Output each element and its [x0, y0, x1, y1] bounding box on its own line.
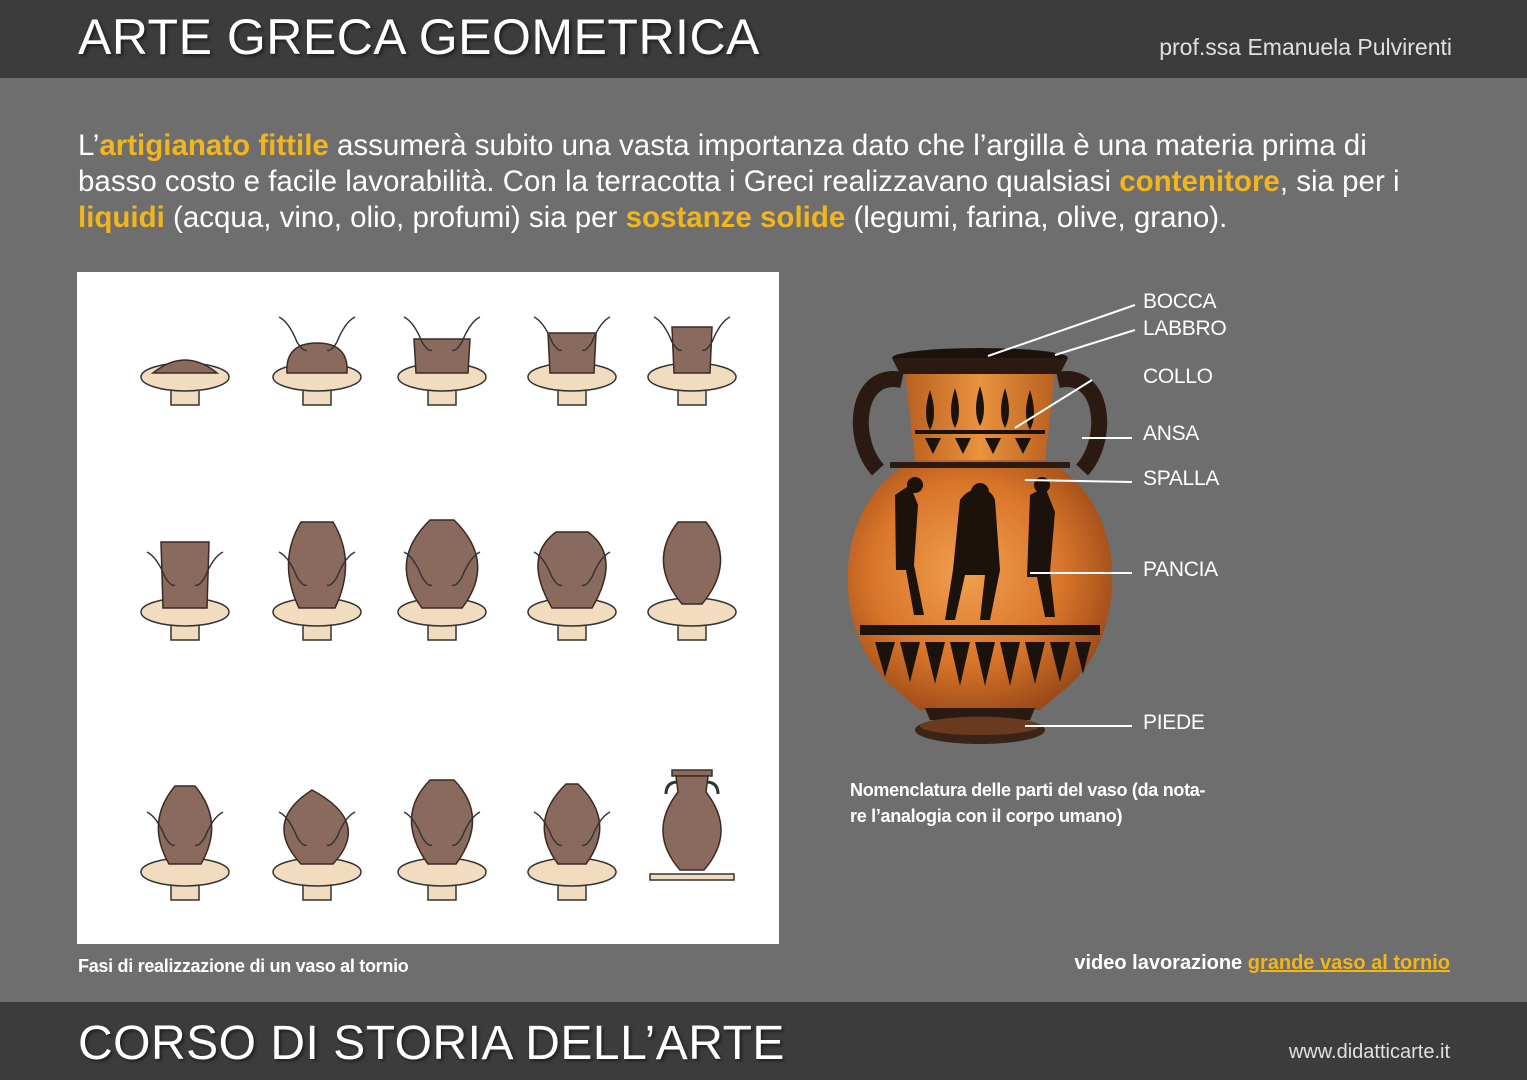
vase-figure [820, 280, 1270, 760]
intro-text-4: (acqua, vino, olio, profumi) sia per [164, 201, 626, 234]
step-1 [141, 360, 229, 405]
step-2 [273, 317, 361, 405]
steps-caption: Fasi di realizzazione di un vaso al tornio [78, 956, 409, 976]
step-6 [141, 542, 229, 640]
video-prefix: video lavorazione [1074, 952, 1248, 974]
right-handle-shape [1058, 379, 1099, 470]
label-bocca: BOCCA [1143, 290, 1217, 313]
step-3 [398, 317, 486, 405]
step-12 [273, 790, 361, 900]
header-bar [0, 0, 1527, 78]
label-ansa: ANSA [1143, 422, 1199, 445]
highlight-contenitore: contenitore [1119, 165, 1280, 198]
step-9 [528, 532, 616, 640]
intro-text-3: , sia per i [1279, 165, 1400, 198]
video-link[interactable]: grande vaso al tornio [1247, 952, 1450, 974]
step-15 [650, 770, 734, 880]
intro-text-1: L’ [78, 129, 100, 162]
label-piede: PIEDE [1143, 711, 1205, 734]
step-5 [648, 317, 736, 405]
amphora-illustration [820, 280, 1270, 760]
label-labbro: LABBRO [1143, 317, 1227, 340]
vase-caption-line-1: Nomenclatura delle parti del vaso (da nota- [850, 780, 1206, 800]
label-collo: COLLO [1143, 365, 1213, 388]
step-4 [528, 317, 616, 405]
footer-bar [0, 1002, 1527, 1080]
intro-text-5: (legumi, farina, olive, grano). [845, 201, 1228, 234]
intro-paragraph [78, 128, 1453, 236]
author-name: prof.ssa Emanuela Pulvirenti [1159, 34, 1452, 60]
vase-caption [850, 777, 1230, 829]
step-11 [141, 786, 229, 900]
step-14 [528, 784, 616, 900]
video-reference [1074, 952, 1450, 975]
vase-caption-line-2: re l’analogia con il corpo umano) [850, 806, 1123, 826]
step-8 [398, 520, 486, 640]
step-10 [648, 522, 736, 640]
step-13 [398, 780, 486, 900]
page-title: ARTE GRECA GEOMETRICA [78, 9, 760, 65]
left-handle-shape [861, 379, 902, 470]
highlight-sostanze-solide: sostanze solide [625, 201, 846, 234]
website-url: www.didatticarte.it [1288, 1041, 1450, 1063]
pottery-wheel-steps-figure [77, 272, 779, 944]
course-title: CORSO DI STORIA DELL’ARTE [78, 1017, 785, 1070]
step-7 [273, 522, 361, 640]
highlight-liquidi: liquidi [78, 201, 165, 234]
label-spalla: SPALLA [1143, 467, 1220, 490]
intro-text-2: assumerà subito una vasta importanza dato che l’argilla è una materia prima di basso costo e facile lavorabilità. Con la terracotta i Greci realizzavano qualsiasi [78, 129, 1367, 198]
label-pancia: PANCIA [1143, 558, 1218, 581]
highlight-artigianato: artigianato fittile [99, 129, 329, 162]
pottery-steps-illustration [77, 272, 779, 944]
